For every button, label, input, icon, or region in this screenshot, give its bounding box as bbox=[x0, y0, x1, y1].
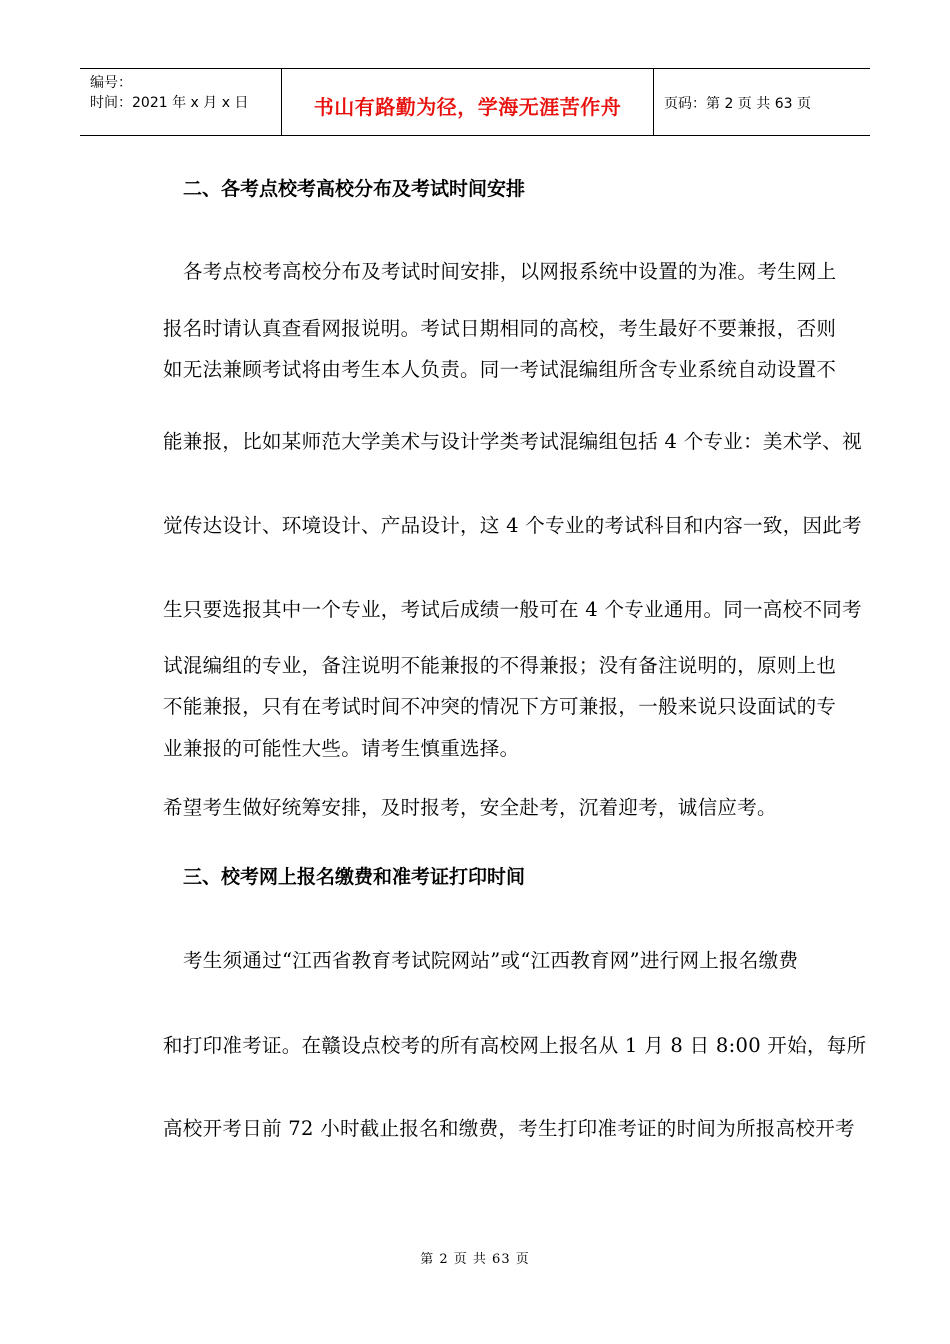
section-2-heading: 二、各考点校考高校分布及考试时间安排 bbox=[183, 178, 526, 200]
paragraph-line: 考生须通过“江西省教育考试院网站”或“江西教育网”进行网上报名缴费 bbox=[183, 949, 799, 972]
paragraph-line: 生只要选报其中一个专业，考试后成绩一般可在 4 个专业通用。同一高校不同考 bbox=[163, 598, 862, 621]
paragraph-line: 不能兼报，只有在考试时间不冲突的情况下方可兼报，一般来说只设面试的专 bbox=[163, 695, 837, 718]
paragraph-line: 如无法兼顾考试将由考生本人负责。同一考试混编组所含专业系统自动设置不 bbox=[163, 358, 837, 381]
header-meta bbox=[80, 69, 281, 135]
page-footer: 第 2 页 共 63 页 bbox=[420, 1252, 530, 1267]
paragraph-line: 觉传达设计、环境设计、产品设计，这 4 个专业的考试科目和内容一致，因此考 bbox=[163, 514, 862, 537]
paragraph-line: 能兼报，比如某师范大学美术与设计学类考试混编组包括 4 个专业：美术学、视 bbox=[163, 430, 862, 453]
header-time: 时间：2021 年 x 月 x 日 bbox=[90, 95, 249, 111]
header-motto: 书山有路勤为径，学海无涯苦作舟 bbox=[313, 95, 622, 119]
paragraph-line: 报名时请认真查看网报说明。考试日期相同的高校，考生最好不要兼报，否则 bbox=[163, 317, 837, 340]
paragraph-line: 业兼报的可能性大些。请考生慎重选择。 bbox=[163, 737, 520, 760]
header-motto-cell bbox=[281, 69, 654, 135]
section-3-heading: 三、校考网上报名缴费和准考证打印时间 bbox=[183, 866, 526, 888]
paragraph-line: 和打印准考证。在赣设点校考的所有高校网上报名从 1 月 8 日 8:00 开始，每所 bbox=[163, 1034, 867, 1057]
header-number: 编号： bbox=[90, 75, 132, 91]
document-header bbox=[80, 68, 870, 136]
header-page-info: 页码：第 2 页 共 63 页 bbox=[664, 96, 811, 112]
paragraph-line: 希望考生做好统筹安排，及时报考，安全赴考，沉着迎考，诚信应考。 bbox=[163, 796, 777, 819]
paragraph-line: 试混编组的专业，备注说明不能兼报的不得兼报；没有备注说明的，原则上也 bbox=[163, 654, 837, 677]
paragraph-line: 各考点校考高校分布及考试时间安排，以网报系统中设置的为准。考生网上 bbox=[183, 260, 837, 283]
paragraph-line: 高校开考日前 72 小时截止报名和缴费，考生打印准考证的时间为所报高校开考 bbox=[163, 1117, 855, 1140]
